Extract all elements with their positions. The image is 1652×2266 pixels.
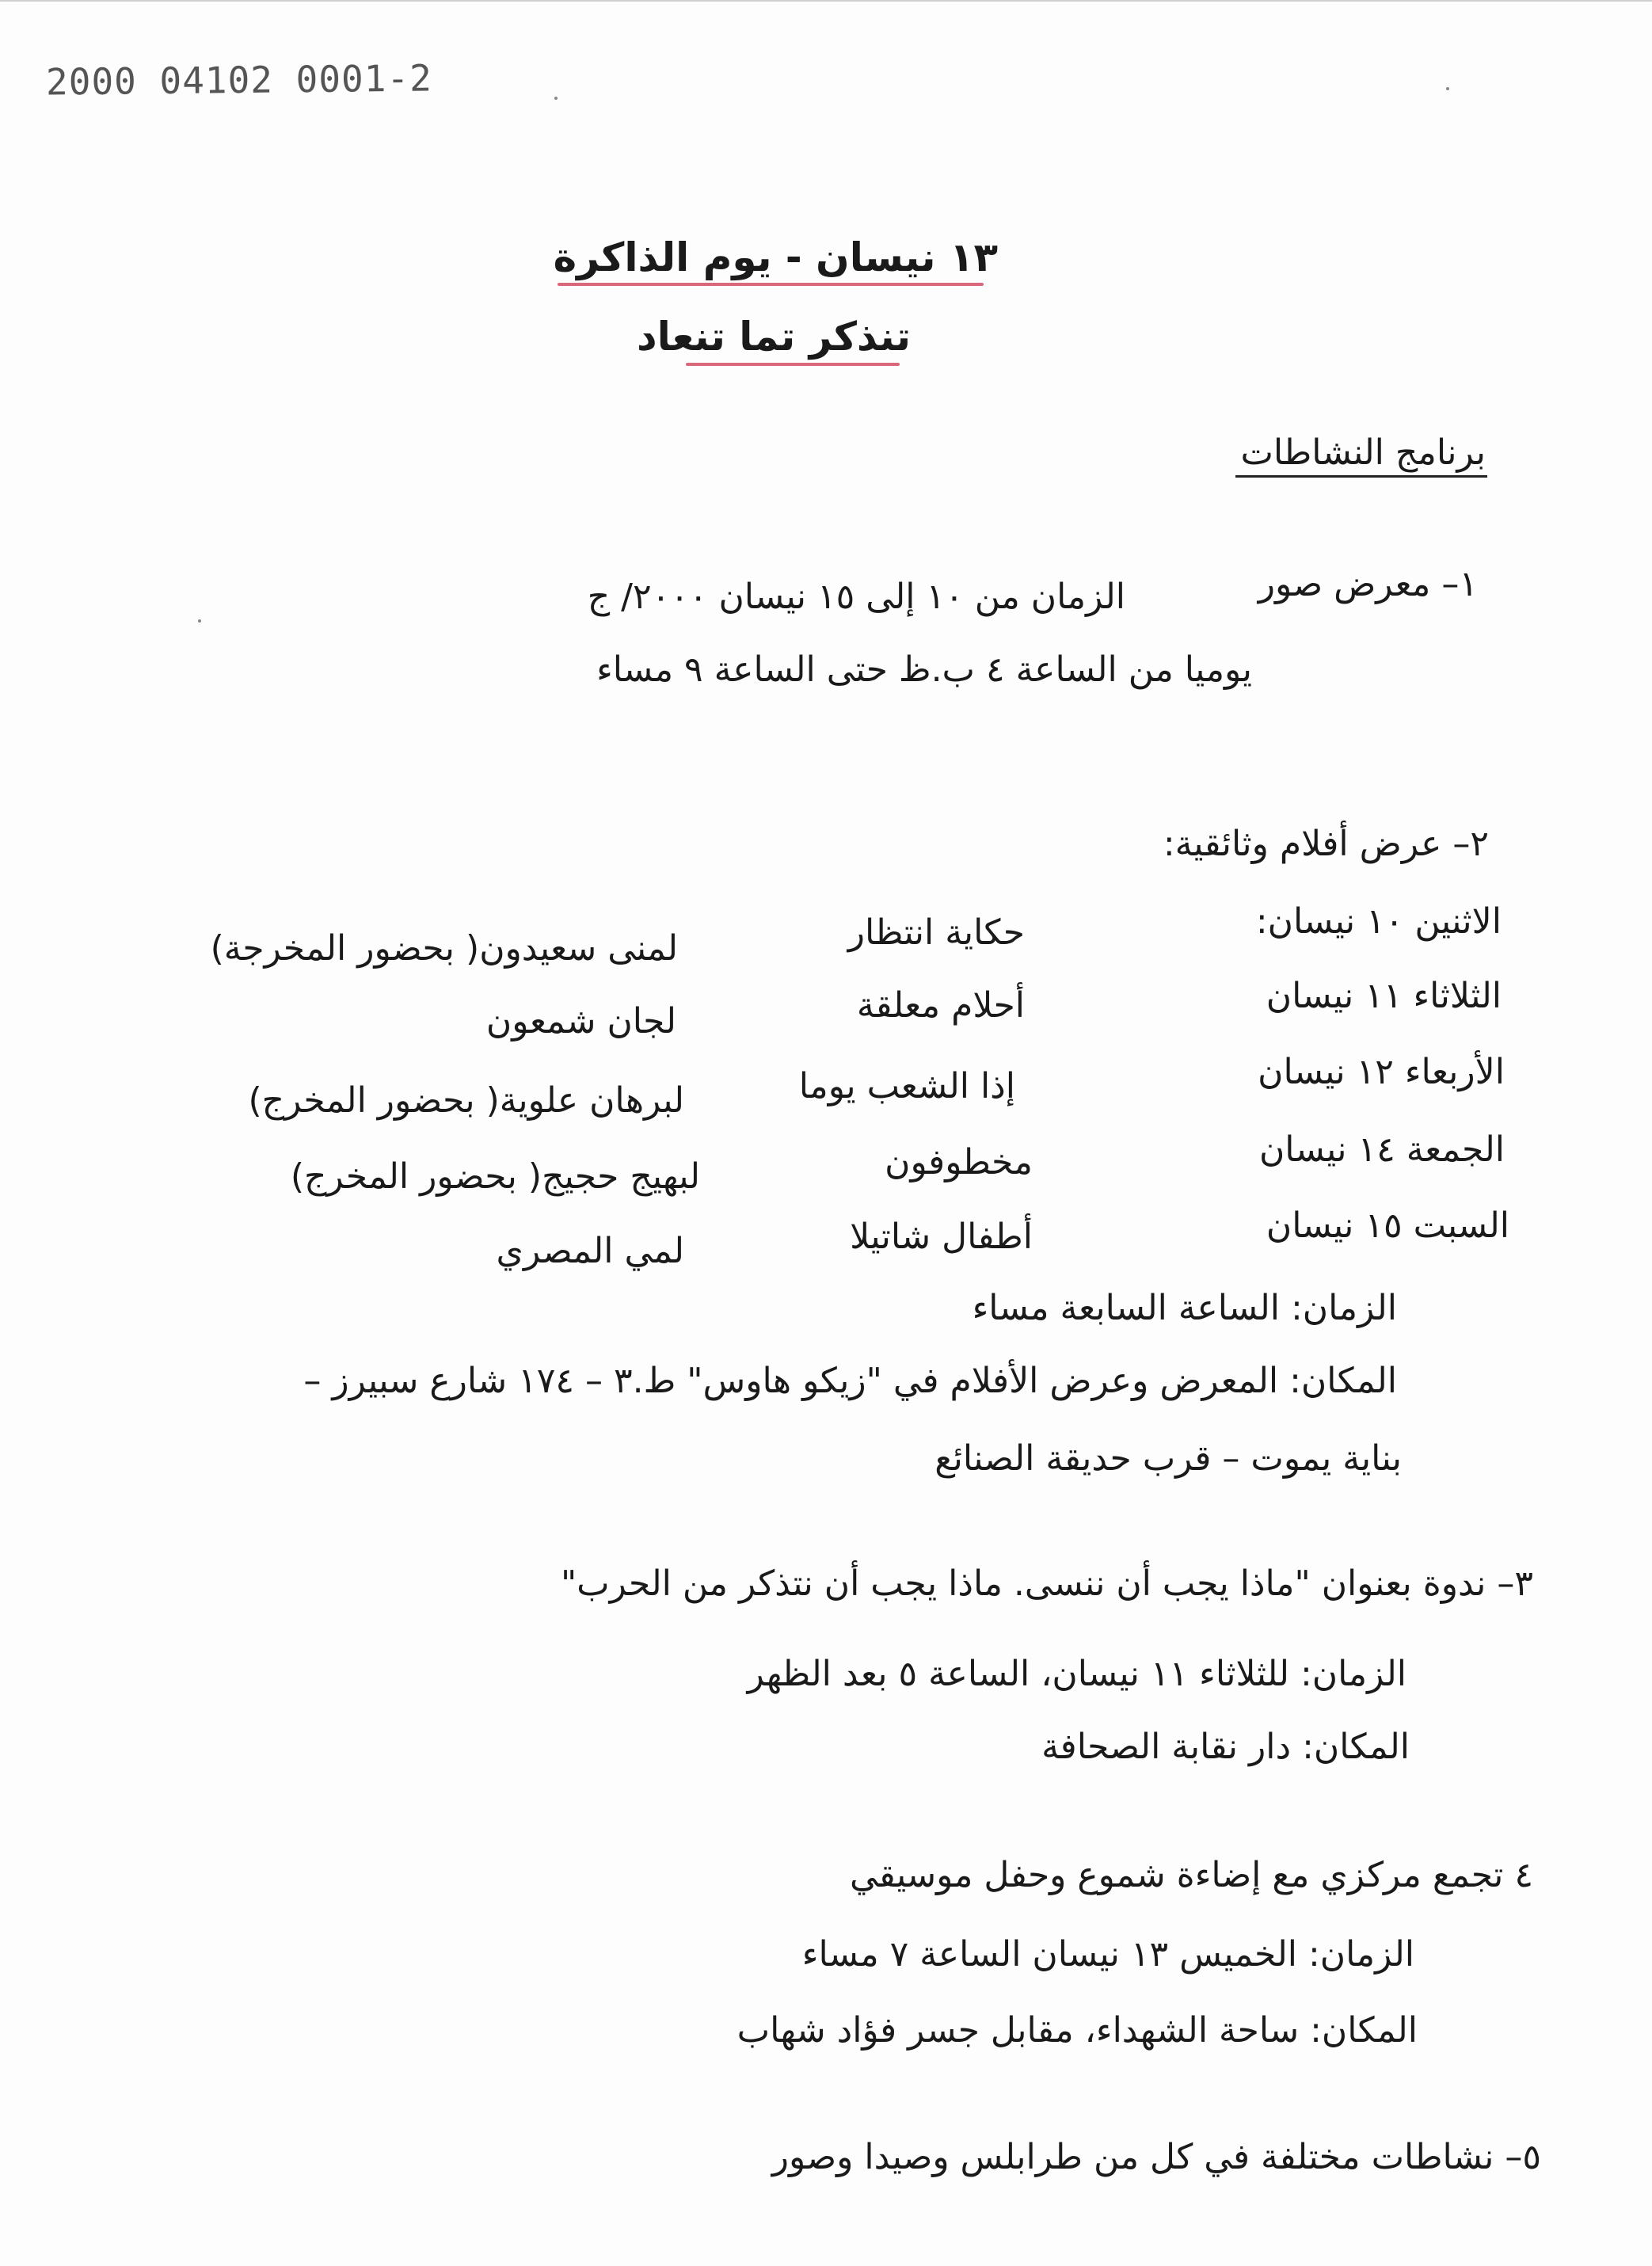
item-2-place-line1: المكان: المعرض وعرض الأفلام في "زيكو هاوس" ط.٣ – ١٧٤ شارع سبيرز – [303,1361,1397,1401]
item-2-time: الزمان: الساعة السابعة مساء [972,1288,1397,1328]
item-4-label: ٤ تجمع مركزي مع إضاءة شموع وحفل موسيقي [850,1855,1533,1895]
item-3-place: المكان: دار نقابة الصحافة [1041,1727,1410,1767]
handwritten-reference: 2000 04102 0001-2 [45,56,433,104]
item-5-label: ٥– نشاطات مختلفة في كل من طرابلس وصيدا وصور [771,2137,1541,2177]
item-1-dates: الزمان من ١٠ إلى ١٥ نيسان ٢٠٠٠/ ج [587,577,1125,617]
scan-edge-line [0,0,1652,2]
film-5-title: أطفال شاتيلا [850,1217,1033,1257]
film-1-title: حكاية انتظار [847,912,1025,953]
film-5-director: لمي المصري [496,1231,684,1271]
film-4-title: مخطوفون [885,1142,1033,1183]
program-heading: برنامج النشاطات [1240,432,1486,473]
program-heading-underline [1235,475,1487,478]
item-1-label: ١– معرض صور [1258,564,1478,604]
item-2-label: ٢– عرض أفلام وثائقية: [1163,824,1489,864]
film-4-director: لبهيج حجيج( بحضور المخرج) [290,1156,700,1197]
subtitle-underline [686,363,900,366]
document-subtitle: تنذكر تما تنعاد [637,314,911,360]
film-4-day: الجمعة ١٤ نيسان [1258,1129,1505,1170]
title-underline [558,283,984,286]
item-3-label: ٣– ندوة بعنوان "ماذا يجب أن ننسى. ماذا يجب أن نتذكر من الحرب" [560,1563,1533,1604]
film-3-director: لبرهان علوية( بحضور المخرج) [248,1080,684,1121]
film-2-day: الثلاثاء ١١ نيسان [1266,976,1502,1016]
film-3-title: إذا الشعب يوما [798,1066,1015,1106]
item-1-hours: يوميا من الساعة ٤ ب.ظ حتى الساعة ٩ مساء [596,649,1252,690]
film-2-title: أحلام معلقة [856,985,1025,1026]
item-4-place: المكان: ساحة الشهداء، مقابل جسر فؤاد شهاب [737,2010,1418,2051]
item-4-time: الزمان: الخميس ١٣ نيسان الساعة ٧ مساء [801,1934,1414,1975]
document-title: ١٣ نيسان - يوم الذاكرة [553,234,998,280]
item-3-time: الزمان: للثلاثاء ١١ نيسان، الساعة ٥ بعد الظهر [747,1654,1406,1694]
film-2-director: لجان شمعون [485,1001,676,1042]
scan-speck [554,97,558,100]
film-1-director: لمنى سعيدون( بحضور المخرجة) [210,928,678,969]
scan-speck [1446,87,1449,90]
film-3-day: الأربعاء ١٢ نيسان [1258,1052,1505,1092]
scan-speck [198,619,201,623]
film-5-day: السبت ١٥ نيسان [1266,1205,1509,1246]
film-1-day: الاثنين ١٠ نيسان: [1255,901,1502,942]
item-2-place-line2: بناية يموت – قرب حديقة الصنائع [934,1438,1402,1479]
